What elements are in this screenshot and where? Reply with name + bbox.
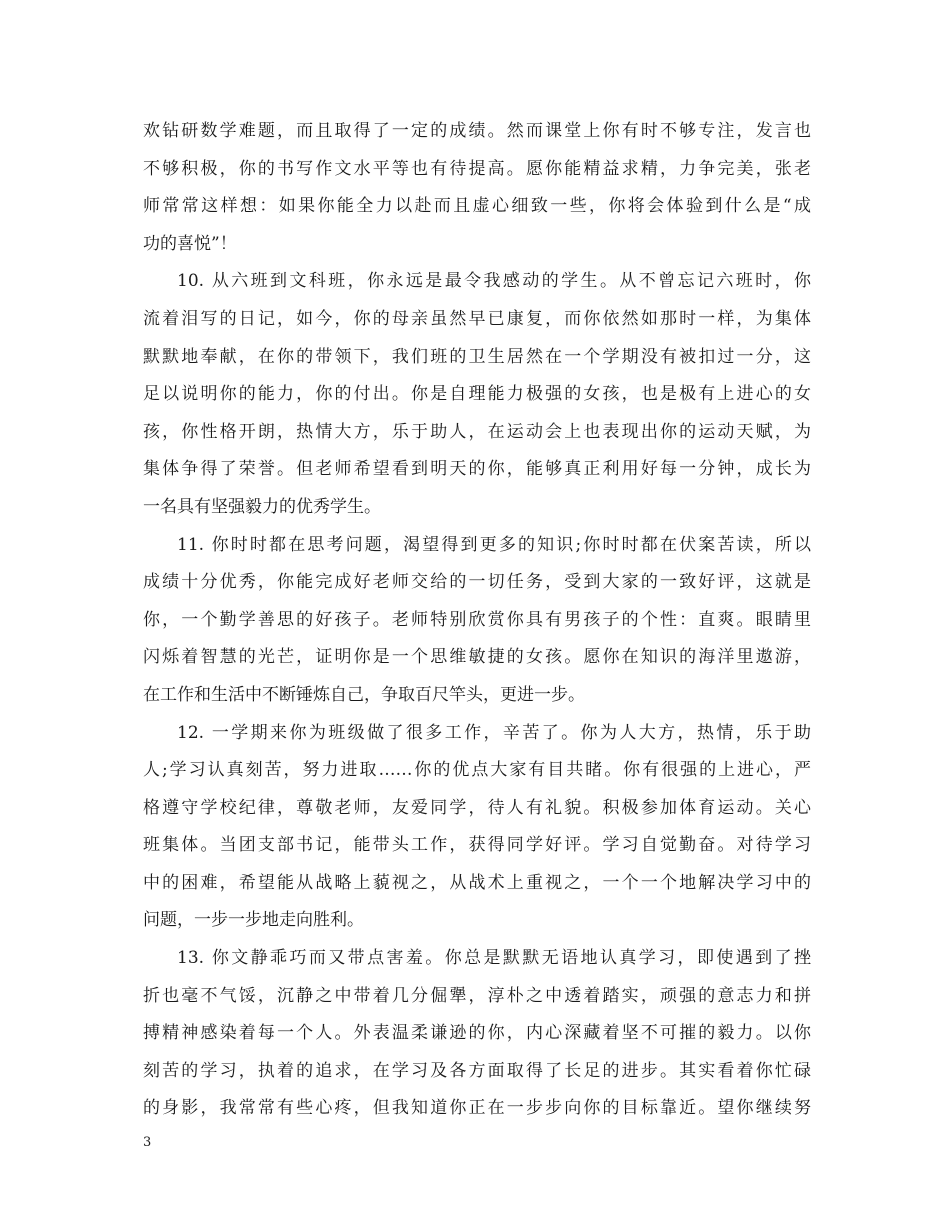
text-line: 足以说明你的能力，你的付出。你是自理能力极强的女孩，也是极有上进心的女 bbox=[143, 384, 811, 405]
paragraph-11 bbox=[143, 527, 811, 715]
text-line: 10. 从六班到文科班，你永远是最令我感动的学生。从不曾忘记六班时，你 bbox=[177, 271, 811, 292]
text-line: 默默地奉献，在你的带领下，我们班的卫生居然在一个学期没有被扣过一分，这 bbox=[143, 346, 811, 367]
text-line: 你，一个勤学善思的好孩子。老师特别欣赏你具有男孩子的个性：直爽。眼睛里 bbox=[143, 609, 811, 630]
text-line: 一名具有坚强毅力的优秀学生。 bbox=[143, 496, 381, 517]
text-line: 中的困难，希望能从战略上藐视之，从战术上重视之，一个一个地解决学习中的 bbox=[143, 872, 811, 893]
text-line: 搏精神感染着每一个人。外表温柔谦逊的你，内心深藏着坚不可摧的毅力。以你 bbox=[143, 1023, 811, 1044]
paragraph-13 bbox=[143, 940, 811, 1128]
text-line: 集体争得了荣誉。但老师希望看到明天的你，能够真正利用好每一分钟，成长为 bbox=[143, 459, 811, 480]
text-line: 不够积极，你的书写作文水平等也有待提高。愿你能精益求精，力争完美，张老 bbox=[143, 158, 811, 179]
text-line: 成绩十分优秀，你能完成好老师交给的一切任务，受到大家的一致好评，这就是 bbox=[143, 572, 811, 593]
page-number: 3 bbox=[143, 1135, 152, 1150]
text-line: 功的喜悦”！ bbox=[143, 233, 237, 254]
text-line: 在工作和生活中不断锤炼自己，争取百尺竿头，更进一步。 bbox=[143, 684, 585, 705]
text-line: 的身影，我常常有些心疼，但我知道你正在一步步向你的目标靠近。望你继续努 bbox=[143, 1098, 811, 1119]
paragraph-continued bbox=[143, 113, 811, 263]
paragraph-10 bbox=[143, 263, 811, 526]
text-line: 班集体。当团支部书记，能带头工作，获得同学好评。学习自觉勤奋。对待学习 bbox=[143, 835, 811, 856]
text-line: 孩，你性格开朗，热情大方，乐于助人，在运动会上也表现出你的运动天赋，为 bbox=[143, 421, 811, 442]
text-line: 折也毫不气馁，沉静之中带着几分倔犟，淳朴之中透着踏实，顽强的意志力和拼 bbox=[143, 985, 811, 1006]
text-line: 12. 一学期来你为班级做了很多工作，辛苦了。你为人大方，热情，乐于助 bbox=[177, 722, 811, 743]
text-line: 刻苦的学习，执着的追求，在学习及各方面取得了长足的进步。其实看着你忙碌 bbox=[143, 1060, 811, 1081]
text-line: 问题，一步一步地走向胜利。 bbox=[143, 910, 364, 931]
text-line: 13. 你文静乖巧而又带点害羞。你总是默默无语地认真学习，即使遇到了挫 bbox=[177, 948, 811, 969]
document-body bbox=[143, 113, 811, 1128]
text-line: 格遵守学校纪律，尊敬老师，友爱同学，待人有礼貌。积极参加体育运动。关心 bbox=[143, 797, 811, 818]
text-line: 师常常这样想：如果你能全力以赴而且虚心细致一些，你将会体验到什么是“成 bbox=[143, 196, 811, 217]
text-line: 闪烁着智慧的光芒，证明你是一个思维敏捷的女孩。愿你在知识的海洋里遨游， bbox=[143, 647, 811, 668]
text-line: 欢钻研数学难题，而且取得了一定的成绩。然而课堂上你有时不够专注，发言也 bbox=[143, 121, 811, 141]
text-line: 流着泪写的日记，如今，你的母亲虽然早已康复，而你依然如那时一样，为集体 bbox=[143, 308, 811, 329]
text-line: 11. 你时时都在思考问题，渴望得到更多的知识;你时时都在伏案苦读，所以 bbox=[177, 534, 811, 555]
paragraph-12 bbox=[143, 715, 811, 941]
text-line: 人;学习认真刻苦，努力进取……你的优点大家有目共睹。你有很强的上进心，严 bbox=[143, 760, 811, 781]
